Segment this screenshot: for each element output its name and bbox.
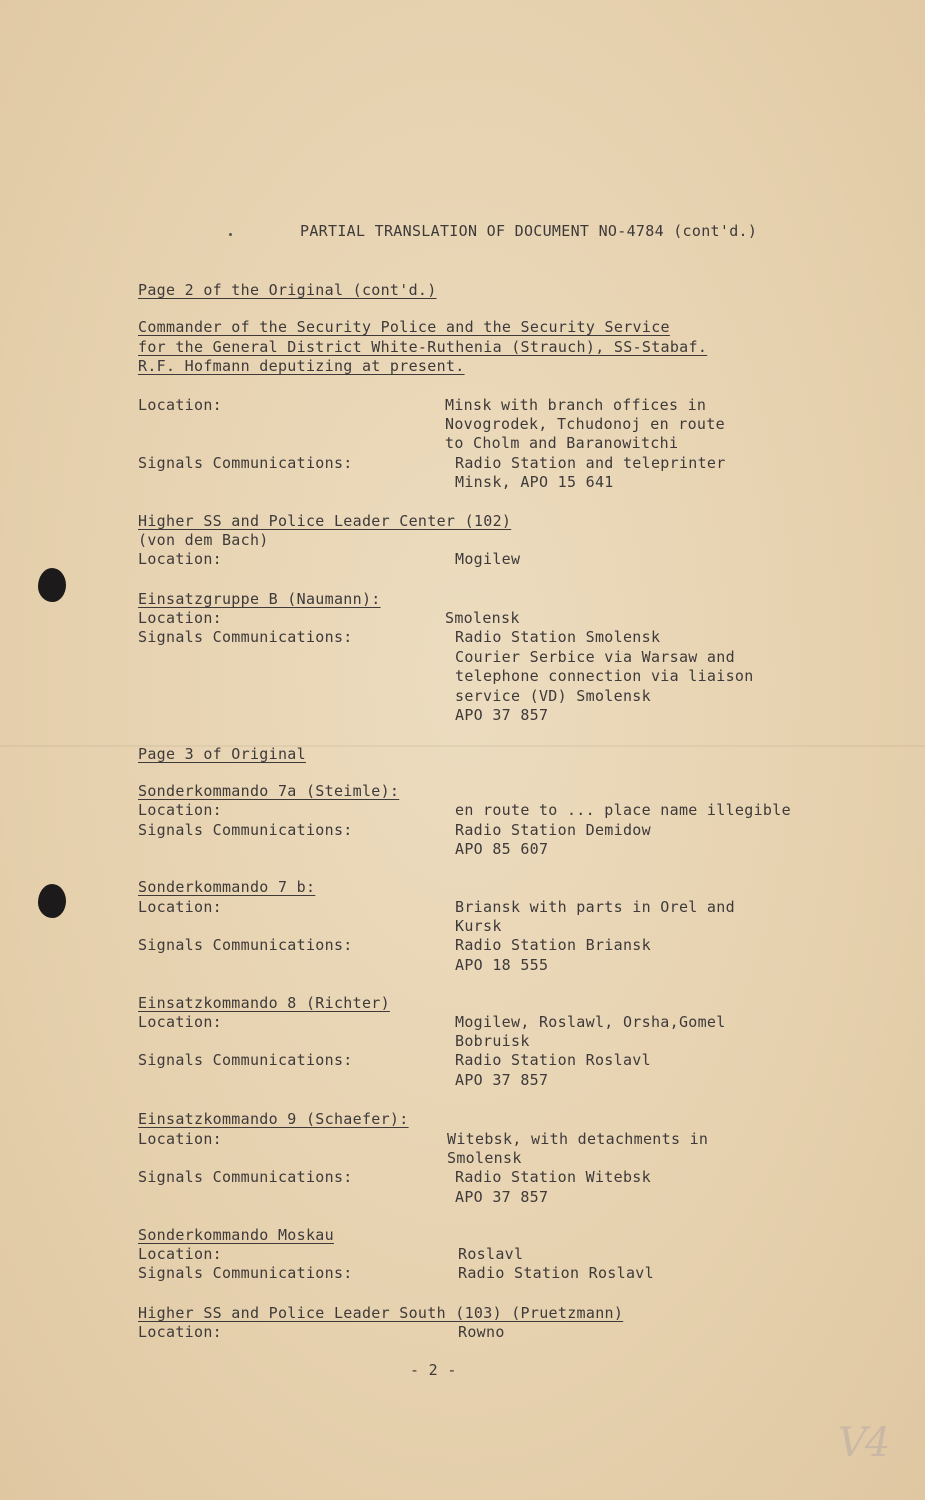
einsatzgruppe-b-signals-4: service (VD) Smolensk bbox=[455, 687, 651, 705]
einsatzgruppe-b-signals-label: Signals Communications: bbox=[138, 628, 353, 646]
einsatzgruppe-b-title: Einsatzgruppe B (Naumann): bbox=[138, 590, 381, 608]
sk7b-location-1: Briansk with parts in Orel and bbox=[455, 898, 735, 916]
sk7b-location-label: Location: bbox=[138, 898, 222, 916]
ek9-location-1: Witebsk, with detachments in bbox=[447, 1130, 709, 1148]
ek8-signals-1: Radio Station Roslavl bbox=[455, 1051, 651, 1069]
higher-south-title: Higher SS and Police Leader South (103) (Pruetzmann) bbox=[138, 1304, 624, 1322]
einsatzgruppe-b-signals-1: Radio Station Smolensk bbox=[455, 628, 661, 646]
einsatzgruppe-b-signals-5: APO 37 857 bbox=[455, 706, 549, 724]
higher-south-location: Rowno bbox=[458, 1323, 505, 1341]
ek8-location-1: Mogilew, Roslawl, Orsha,Gomel bbox=[455, 1013, 726, 1031]
document-title: PARTIAL TRANSLATION OF DOCUMENT NO-4784 (cont'd.) bbox=[300, 222, 758, 240]
einsatzgruppe-b-location: Smolensk bbox=[445, 609, 520, 627]
sk7b-signals-label: Signals Communications: bbox=[138, 936, 353, 954]
higher-center-sub: (von dem Bach) bbox=[138, 531, 269, 549]
einsatzgruppe-b-location-label: Location: bbox=[138, 609, 222, 627]
commander-line-3: R.F. Hofmann deputizing at present. bbox=[138, 357, 465, 375]
ek8-signals-label: Signals Communications: bbox=[138, 1051, 353, 1069]
commander-location-1: Minsk with branch offices in bbox=[445, 396, 707, 414]
einsatzgruppe-b-signals-2: Courier Serbice via Warsaw and bbox=[455, 648, 735, 666]
commander-line-2: for the General District White-Ruthenia (Strauch), SS-Stabaf. bbox=[138, 338, 708, 356]
punch-hole-bottom bbox=[38, 884, 66, 918]
ek9-signals-label: Signals Communications: bbox=[138, 1168, 353, 1186]
sk-moskau-location: Roslavl bbox=[458, 1245, 524, 1263]
stray-mark bbox=[229, 233, 232, 236]
ek9-location-2: Smolensk bbox=[447, 1149, 522, 1167]
sk-moskau-location-label: Location: bbox=[138, 1245, 222, 1263]
ek8-location-label: Location: bbox=[138, 1013, 222, 1031]
ek9-signals-1: Radio Station Witebsk bbox=[455, 1168, 651, 1186]
higher-center-title: Higher SS and Police Leader Center (102) bbox=[138, 512, 512, 530]
page-2-heading: Page 2 of the Original (cont'd.) bbox=[138, 281, 437, 299]
commander-signals-label: Signals Communications: bbox=[138, 454, 353, 472]
commander-line-1: Commander of the Security Police and the Security Service bbox=[138, 318, 670, 336]
ek8-signals-2: APO 37 857 bbox=[455, 1071, 549, 1089]
sk7a-signals-1: Radio Station Demidow bbox=[455, 821, 651, 839]
sk-moskau-title: Sonderkommando Moskau bbox=[138, 1226, 334, 1244]
sk7b-signals-1: Radio Station Briansk bbox=[455, 936, 651, 954]
sk7b-signals-2: APO 18 555 bbox=[455, 956, 549, 974]
page-number: - 2 - bbox=[410, 1361, 457, 1379]
ek9-title: Einsatzkommando 9 (Schaefer): bbox=[138, 1110, 409, 1128]
handwritten-mark: V4 bbox=[838, 1420, 889, 1466]
higher-center-location-label: Location: bbox=[138, 550, 222, 568]
commander-signals-2: Minsk, APO 15 641 bbox=[455, 473, 614, 491]
page-3-heading: Page 3 of Original bbox=[138, 745, 306, 763]
sk7b-title: Sonderkommando 7 b: bbox=[138, 878, 316, 896]
sk-moskau-signals-label: Signals Communications: bbox=[138, 1264, 353, 1282]
commander-signals-1: Radio Station and teleprinter bbox=[455, 454, 726, 472]
sk7a-signals-2: APO 85 607 bbox=[455, 840, 549, 858]
sk7b-location-2: Kursk bbox=[455, 917, 502, 935]
commander-location-label: Location: bbox=[138, 396, 222, 414]
sk7a-location: en route to ... place name illegible bbox=[455, 801, 791, 819]
sk7a-title: Sonderkommando 7a (Steimle): bbox=[138, 782, 400, 800]
higher-center-location: Mogilew bbox=[455, 550, 521, 568]
sk7a-signals-label: Signals Communications: bbox=[138, 821, 353, 839]
ek9-signals-2: APO 37 857 bbox=[455, 1188, 549, 1206]
commander-location-3: to Cholm and Baranowitchi bbox=[445, 434, 679, 452]
sk7a-location-label: Location: bbox=[138, 801, 222, 819]
ek9-location-label: Location: bbox=[138, 1130, 222, 1148]
commander-location-2: Novogrodek, Tchudonoj en route bbox=[445, 415, 725, 433]
sk-moskau-signals: Radio Station Roslavl bbox=[458, 1264, 654, 1282]
higher-south-location-label: Location: bbox=[138, 1323, 222, 1341]
einsatzgruppe-b-signals-3: telephone connection via liaison bbox=[455, 667, 754, 685]
punch-hole-top bbox=[38, 568, 66, 602]
ek8-title: Einsatzkommando 8 (Richter) bbox=[138, 994, 390, 1012]
ek8-location-2: Bobruisk bbox=[455, 1032, 530, 1050]
